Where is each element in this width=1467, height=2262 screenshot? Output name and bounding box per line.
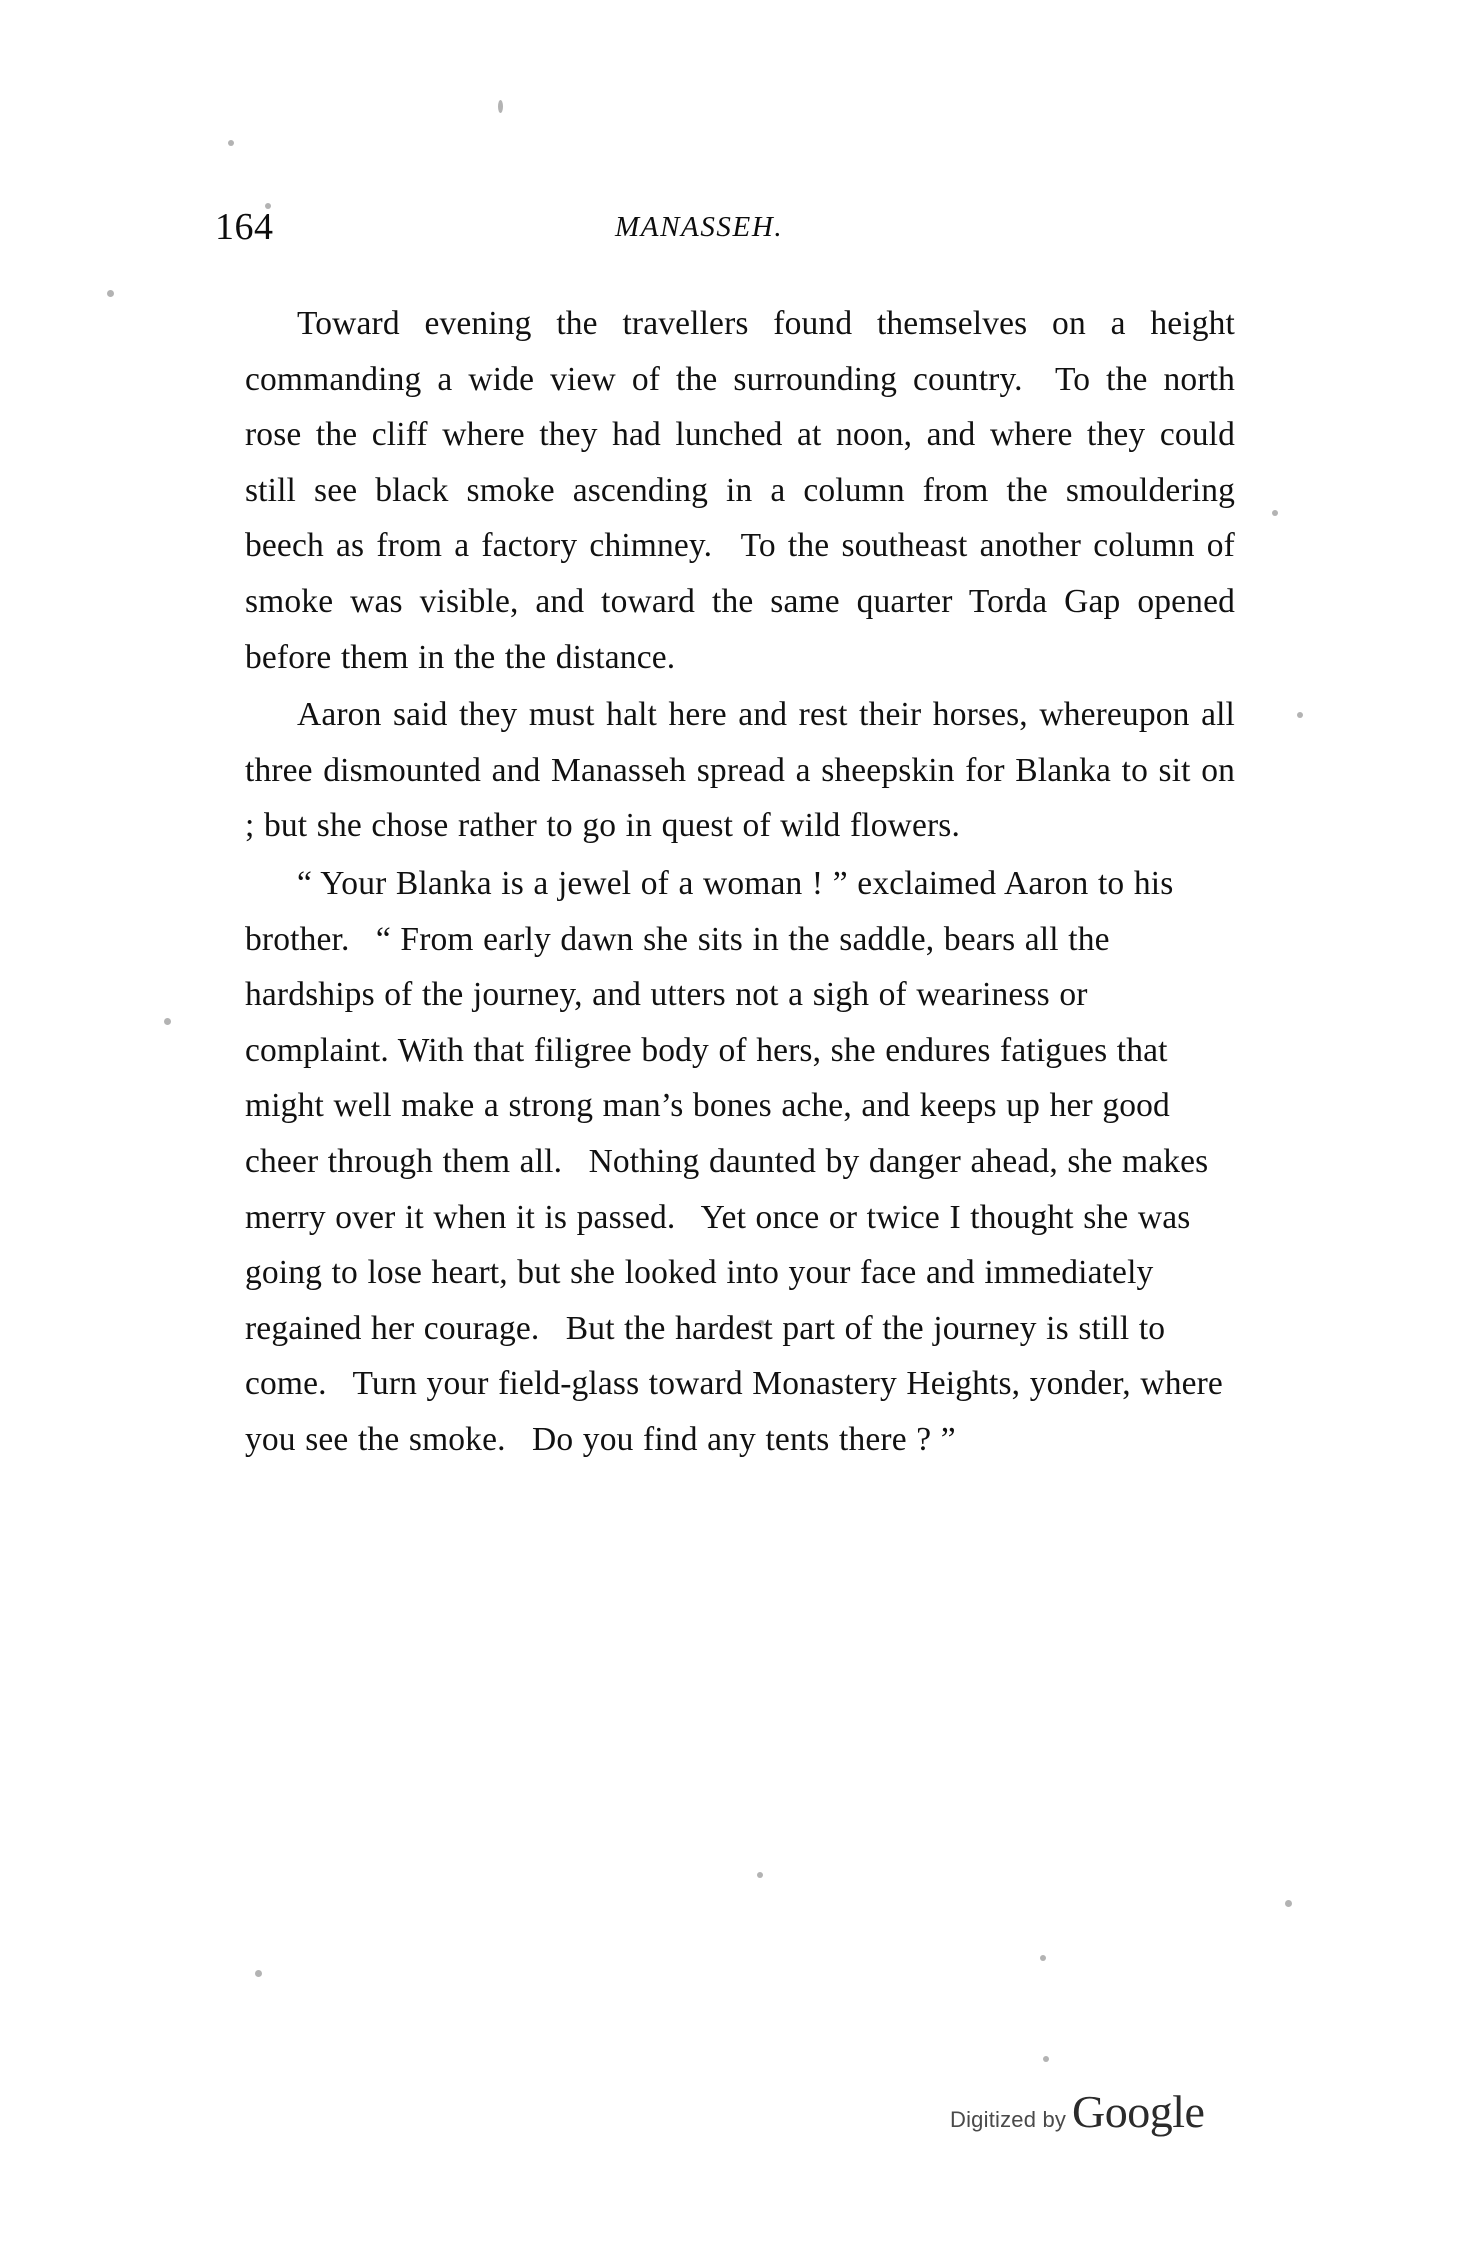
scan-speckle-icon <box>757 1872 763 1878</box>
scan-speckle-icon <box>255 1970 262 1977</box>
scan-speckle-icon <box>1040 1955 1046 1961</box>
running-title: MANASSEH. <box>615 211 784 243</box>
scan-speckle-icon <box>1272 510 1278 516</box>
scan-speckle-icon <box>1297 712 1303 718</box>
scan-speckle-icon <box>107 290 114 297</box>
scan-speckle-icon <box>228 140 234 146</box>
paragraph: “ Your Blanka is a jewel of a woman ! ” exclaimed Aaron to his brother. “ From early dawn she sits in the saddle, bears all the hardships of the journey, and utters not a sigh of weariness or complaint. With that filigree body of hers, she endures fatigues that might well make a strong man’s bones ache, and keeps up her good cheer through them all. Nothing daunted by danger ahead, she makes merry over it when it is passed. Yet once or twice I thought she was going to lose heart, but she looked into your face and immediately regained her courage. But the hardest part of the journey is still to come. Turn your field-glass toward Monastery Heights, yonder, where you see the smoke. Do you find any tents there ? ” <box>245 864 1223 1458</box>
digitized-footer <box>950 2085 1280 2145</box>
scan-speckle-icon <box>498 100 503 113</box>
digitized-by-label: Digitized by <box>950 2107 1067 2132</box>
scan-speckle-icon <box>1285 1900 1292 1907</box>
page-body <box>245 296 1235 1469</box>
page-header <box>215 205 1245 251</box>
google-wordmark: Google <box>1072 2086 1205 2137</box>
paragraph: Aaron said they must halt here and rest their horses, whereupon all three dismounted and Manasseh spread a sheepskin for Blanka to sit on ; but she chose rather to go in quest of wild flowers. <box>245 696 1235 845</box>
page-number: 164 <box>215 206 274 248</box>
scan-speckle-icon <box>164 1018 171 1025</box>
scan-speckle-icon <box>1043 2056 1049 2062</box>
paragraph: Toward evening the travellers found themselves on a height commanding a wide view of the surrounding country. To the north rose the cliff where they had lunched at noon, and where they could still see black smoke ascending in a column from the smouldering beech as from a factory chimney. To the southeast another column of smoke was visible, and toward the same quarter Torda Gap opened before them in the the distance. <box>245 305 1235 676</box>
